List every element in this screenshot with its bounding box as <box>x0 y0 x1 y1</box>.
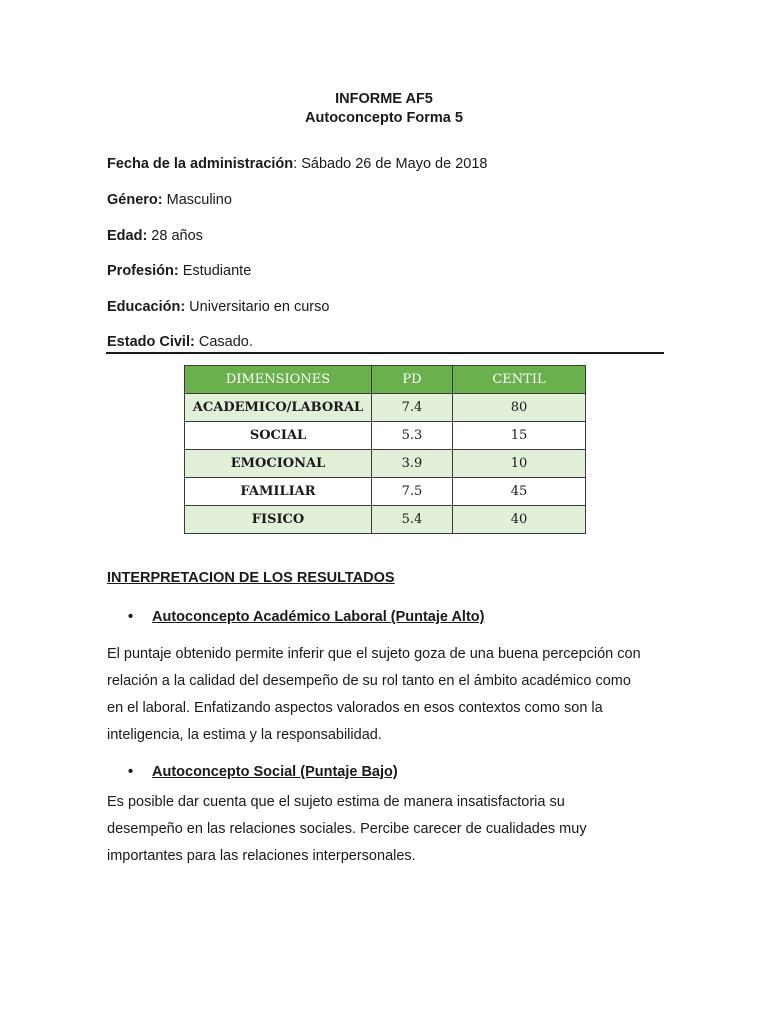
interpretation-heading: INTERPRETACION DE LOS RESULTADOS <box>107 570 395 586</box>
table-header-row <box>185 366 586 394</box>
column-header-pd: PD <box>372 366 453 394</box>
table-row <box>185 506 586 534</box>
paragraph-line: inteligencia, la estima y la responsabilidad. <box>107 727 382 743</box>
report-subtitle: Autoconcepto Forma 5 <box>305 110 463 126</box>
paragraph-line: importantes para las relaciones interpersonales. <box>107 848 416 864</box>
paragraph-social <box>107 789 677 870</box>
centil-value: 40 <box>453 506 586 534</box>
field-educacion <box>107 299 329 315</box>
bullet-icon: • <box>128 764 134 780</box>
paragraph-line: desempeño en las relaciones sociales. Percibe carecer de cualidades muy <box>107 821 587 837</box>
dimension-name: FISICO <box>185 506 372 534</box>
field-label: Profesión: <box>107 263 179 279</box>
paragraph-line: en el laboral. Enfatizando aspectos valorados en esos contextos como son la <box>107 700 603 716</box>
field-value: Sábado 26 de Mayo de 2018 <box>297 156 488 172</box>
dimension-name: FAMILIAR <box>185 478 372 506</box>
dimensions-table <box>184 365 586 534</box>
paragraph-line: Es posible dar cuenta que el sujeto estima de manera insatisfactoria su <box>107 794 565 810</box>
column-header-centil: CENTIL <box>453 366 586 394</box>
table-row <box>185 422 586 450</box>
centil-value: 15 <box>453 422 586 450</box>
section-heading-academico <box>128 609 484 625</box>
field-label: Edad: <box>107 228 148 244</box>
field-fecha <box>107 156 487 172</box>
section-heading-social <box>128 764 398 780</box>
dimension-name: EMOCIONAL <box>185 450 372 478</box>
pd-value: 7.5 <box>372 478 453 506</box>
field-value: 28 años <box>147 228 203 244</box>
field-value: Masculino <box>162 192 232 208</box>
centil-value: 80 <box>453 394 586 422</box>
paragraph-line: relación a la calidad del desempeño de su rol tanto en el ámbito académico como <box>107 673 631 689</box>
field-edad <box>107 228 203 244</box>
field-value: Universitario en curso <box>185 299 330 315</box>
field-label: Estado Civil: <box>107 334 195 350</box>
dimension-name: SOCIAL <box>185 422 372 450</box>
paragraph-line: El puntaje obtenido permite inferir que el sujeto goza de una buena percepción con <box>107 646 641 662</box>
field-label: Género: <box>107 192 163 208</box>
field-label: Fecha de la administración <box>107 156 294 172</box>
table-row <box>185 478 586 506</box>
field-label: Educación: <box>107 299 186 315</box>
field-genero <box>107 192 232 208</box>
horizontal-rule <box>106 352 664 354</box>
centil-value: 45 <box>453 478 586 506</box>
field-profesion <box>107 263 251 279</box>
field-value: Estudiante <box>178 263 252 279</box>
section-title: Autoconcepto Académico Laboral (Puntaje Alto) <box>152 609 485 625</box>
field-value: Casado. <box>194 334 253 350</box>
bullet-icon: • <box>128 609 134 625</box>
section-title: Autoconcepto Social (Puntaje Bajo) <box>152 764 398 780</box>
dimension-name: ACADEMICO/LABORAL <box>185 394 372 422</box>
pd-value: 5.4 <box>372 506 453 534</box>
table-row <box>185 394 586 422</box>
report-title: INFORME AF5 <box>335 91 433 107</box>
field-separator: : <box>293 156 298 172</box>
pd-value: 5.3 <box>372 422 453 450</box>
pd-value: 3.9 <box>372 450 453 478</box>
pd-value: 7.4 <box>372 394 453 422</box>
centil-value: 10 <box>453 450 586 478</box>
table-row <box>185 450 586 478</box>
column-header-dimensiones: DIMENSIONES <box>185 366 372 394</box>
paragraph-academico <box>107 641 677 749</box>
field-estado-civil <box>107 334 253 350</box>
